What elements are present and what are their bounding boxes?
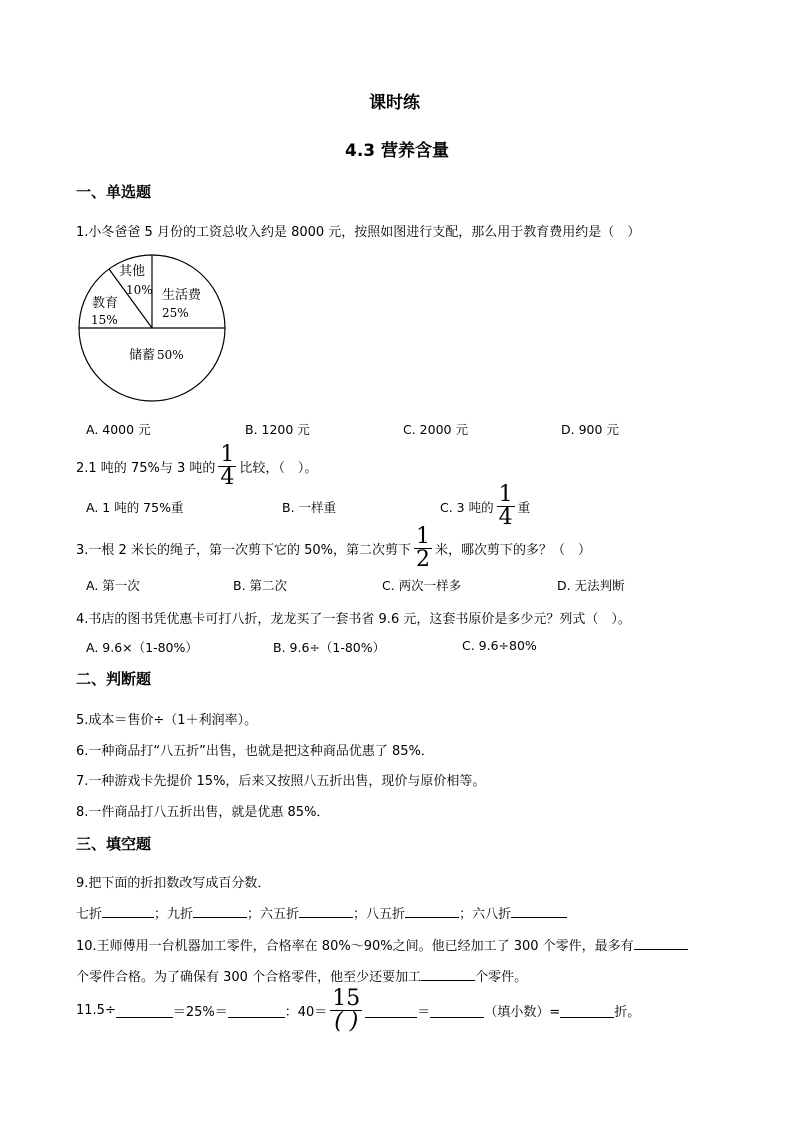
q1-option-d[interactable]: D. 900 元 [561, 422, 619, 437]
answer-blank[interactable] [634, 935, 688, 950]
q2-option-b[interactable]: B. 一样重 [282, 500, 337, 515]
answer-blank[interactable] [228, 1003, 285, 1018]
q9-item-label: ；六五折 [247, 907, 300, 922]
q1-option-a[interactable]: A. 4000 元 [86, 422, 151, 437]
q9-item-label: 七折 [76, 907, 103, 922]
q11-fraction [330, 988, 362, 1033]
fraction-numerator: 15 [332, 986, 361, 1011]
q9-item-label: ；六八折 [459, 907, 512, 922]
q4-option-c[interactable]: C. 9.6÷80% [462, 638, 537, 653]
q11-part: ＝ [417, 1005, 431, 1020]
section-heading-single-choice: 一、单选题 [76, 183, 152, 201]
q4-option-a[interactable]: A. 9.6×（1-80%） [86, 640, 198, 655]
answer-blank[interactable] [405, 903, 459, 918]
question-1-text: 1.小冬爸爸 5 月份的工资总收入约是 8000 元，按照如图进行支配，那么用于教育费用约是（ ） [76, 225, 641, 240]
q2-option-c-post: 重 [517, 499, 531, 515]
answer-blank[interactable] [511, 903, 567, 918]
q11-part: 11.5÷ [76, 1003, 116, 1018]
q11-part: 折。 [614, 1005, 641, 1020]
q4-option-b[interactable]: B. 9.6÷（1-80%） [273, 640, 386, 655]
question-2-text-pre: 2.1 吨的 75%与 3 吨的 [76, 461, 216, 476]
question-10-text-b: 个零件。 [475, 970, 528, 985]
fraction-denominator: ( ) [334, 1009, 359, 1034]
q11-part: ＝25%＝ [172, 1005, 228, 1020]
slice-label-other: 其他 [119, 264, 146, 279]
q3-option-d[interactable]: D. 无法判断 [557, 578, 625, 593]
fraction-numerator: 1 [220, 442, 235, 467]
q2-option-c[interactable] [440, 484, 530, 529]
q3-option-c[interactable]: C. 两次一样多 [382, 578, 462, 593]
page-title: 课时练 [369, 93, 420, 113]
fraction-denominator: 2 [415, 547, 430, 572]
slice-label-savings: 储蓄 [129, 348, 156, 363]
q11-part: （填小数）= [484, 1005, 561, 1020]
slice-label-living: 生活费 [162, 288, 202, 303]
question-3-fraction [414, 526, 432, 571]
section-heading-fill-blank: 三、填空题 [76, 835, 152, 853]
q2-option-c-fraction [497, 484, 515, 529]
answer-blank[interactable] [193, 903, 247, 918]
q9-item-label: ；九折 [154, 907, 194, 922]
q2-option-c-pre: C. 3 吨的 [440, 499, 494, 515]
q9-item-label: ；八五折 [353, 907, 406, 922]
fraction-numerator: 1 [415, 524, 430, 549]
question-2-text-post: 比较，（ ）。 [239, 461, 318, 476]
question-9-blanks [76, 903, 567, 922]
question-10-line-1 [76, 935, 688, 954]
answer-blank[interactable] [102, 903, 154, 918]
slice-value-education: 15% [91, 313, 118, 327]
answer-blank[interactable] [365, 1003, 417, 1018]
question-2-fraction [218, 444, 236, 489]
question-2 [76, 444, 317, 489]
slice-label-education: 教育 [92, 296, 119, 311]
question-10-text: 10.王师傅用一台机器加工零件，合格率在 80%～90%之间。他已经加工了 300 个零件，最多有 [76, 939, 634, 954]
answer-blank[interactable] [299, 903, 353, 918]
answer-blank[interactable] [430, 1003, 484, 1018]
question-4-text: 4.书店的图书凭优惠卡可打八折，龙龙买了一套书省 9.6 元，这套书原价是多少元？列式（ ）。 [76, 612, 631, 627]
question-8-text: 8.一件商品打八五折出售，就是优惠 85%． [76, 805, 330, 820]
section-heading-true-false: 二、判断题 [76, 670, 152, 688]
q11-part: ：40＝ [284, 1005, 328, 1020]
answer-blank[interactable] [116, 1003, 173, 1018]
q2-option-a[interactable]: A. 1 吨的 75%重 [86, 500, 184, 515]
pie-chart [74, 252, 230, 408]
question-11 [76, 988, 640, 1033]
question-5-text: 5.成本＝售价÷（1＋利润率）。 [76, 713, 258, 728]
slice-value-savings: 50% [157, 348, 184, 362]
q3-option-a[interactable]: A. 第一次 [86, 578, 140, 593]
q1-option-b[interactable]: B. 1200 元 [245, 422, 310, 437]
question-10-line-2 [76, 966, 527, 985]
question-7-text: 7.一种游戏卡先提价 15%，后来又按照八五折出售，现价与原价相等。 [76, 774, 486, 789]
fraction-denominator: 4 [220, 465, 235, 490]
answer-blank[interactable] [421, 966, 475, 981]
question-9-text: 9.把下面的折扣数改写成百分数． [76, 876, 271, 891]
fraction-denominator: 4 [498, 505, 513, 530]
question-6-text: 6.一种商品打“八五折”出售，也就是把这种商品优惠了 85%． [76, 744, 434, 759]
question-3 [76, 526, 591, 571]
page-subtitle: 4.3 营养含量 [345, 141, 450, 161]
question-3-text-post: 米，哪次剪下的多？（ ） [434, 543, 591, 558]
slice-value-living: 25% [162, 306, 189, 320]
answer-blank[interactable] [560, 1003, 614, 1018]
q3-option-b[interactable]: B. 第二次 [233, 578, 288, 593]
question-3-text-pre: 3.一根 2 米长的绳子，第一次剪下它的 50%，第二次剪下 [76, 543, 411, 558]
question-10-text-a: 个零件合格。为了确保有 300 个合格零件，他至少还要加工 [76, 970, 422, 985]
fraction-numerator: 1 [498, 482, 513, 507]
slice-value-other: 10% [126, 283, 153, 297]
q1-option-c[interactable]: C. 2000 元 [403, 422, 468, 437]
